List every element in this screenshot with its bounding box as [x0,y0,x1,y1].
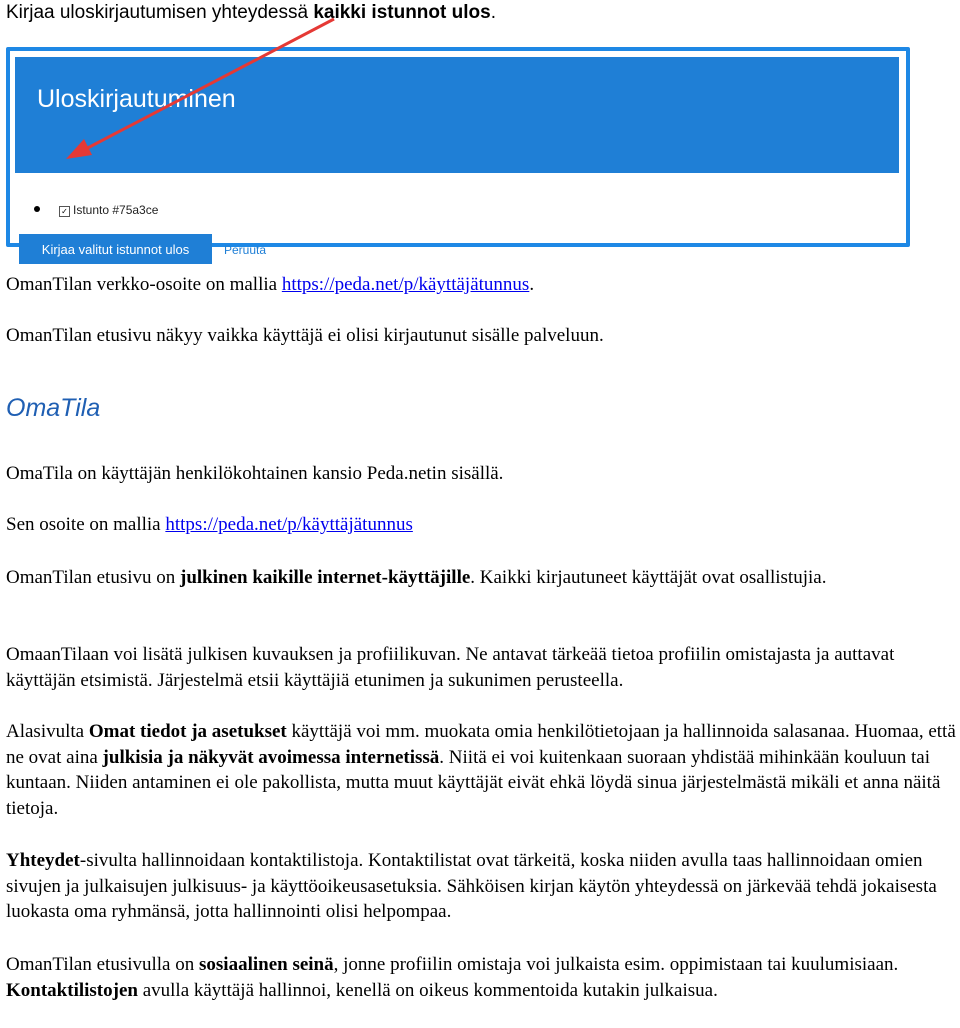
address-line [6,272,534,298]
p6-bold: Yhteydet [6,850,80,871]
cancel-link[interactable]: Peruuta [224,243,267,257]
p3-text-a: OmanTilan etusivu on [6,567,180,588]
logout-selected-button[interactable]: Kirjaa valitut istunnot ulos [19,234,212,264]
address-link[interactable]: https://peda.net/p/käyttäjätunnus [281,274,530,295]
p5-text-c: . Niitä ei voi kuitenkaan suoraan yhdistää mihinkään kouluun tai kuntaan. Niiden antaminen ei ole pakollista, mutta muut käyttäjät eivät ehkä löydä sinua järjestelmästä mikäli et anna näitä tietoja. [6,746,941,819]
paragraph-6 [6,848,956,925]
p5-bold-1: Omat tiedot ja asetukset [88,721,287,742]
p2-link[interactable]: https://peda.net/p/käyttäjätunnus [165,514,413,535]
red-arrow-icon [0,0,960,260]
intro-bold: kaikki istunnot ulos [313,2,491,23]
p7-bold-2: Kontaktilistojen [6,979,138,1001]
paragraph-5 [6,719,956,821]
p3-bold: julkinen kaikille internet-käyttäjille [180,567,471,588]
intro-end: . [490,2,496,23]
address-text: OmanTilan verkko-osoite on mallia [6,274,282,295]
paragraph-2 [6,512,413,538]
screenshot-title: Uloskirjautuminen [37,85,236,113]
omatila-heading: OmaTila [6,394,101,422]
p7-text-a: OmanTilan etusivulla on [6,954,199,975]
p5-bold-2: julkisia ja näkyvät avoimessa internetissä [102,746,440,768]
p2-text: Sen osoite on mallia [6,514,166,535]
address-end: . [529,274,535,295]
intro-text: Kirjaa uloskirjautumisen yhteydessä [6,2,314,23]
front-page-line: OmanTilan etusivu näkyy vaikka käyttäjä ei olisi kirjautunut sisälle palveluun. [6,325,604,346]
p5-text-a: Alasivulta [6,721,89,742]
p7-text-b: , jonne profiilin omistaja voi julkaista esim. oppimistaan tai kuulumisiaan. [333,954,899,975]
paragraph-3 [6,565,956,591]
p7-bold-1: sosiaalinen seinä [199,954,334,975]
session-label: Istunto #75a3ce [73,203,159,217]
p6-text: -sivulta hallinnoidaan kontaktilistoja. Kontaktilistat ovat tärkeitä, koska niiden avulla taas hallinnoidaan omien sivujen ja julkaisujen julkisuus- ja käyttöoikeusasetuksia. Sähköisen kirjan käytön yhteydessä on järkevää tehdä jokaisesta luokasta oma ryhmänsä, jotta hallinnointi olisi helpompaa. [6,850,937,922]
session-checkbox[interactable]: ✓ [59,206,70,217]
paragraph-4: OmaanTilaan voi lisätä julkisen kuvauksen ja profiilikuvan. Ne antavat tärkeää tietoa profiilin omistajasta ja auttavat käyttäjän etsimistä. Järjestelmä etsii käyttäjiä etunimen ja sukunimen perusteella. [6,644,895,691]
paragraph-1: OmaTila on käyttäjän henkilökohtainen kansio Peda.netin sisällä. [6,463,504,484]
p5-text-b: käyttäjä voi mm. muokata omia henkilötietojaan ja hallinnoida salasanaa. Huomaa, että ne ovat aina [6,721,956,768]
paragraph-7 [6,952,956,1003]
p7-text-c: avulla käyttäjä hallinnoi, kenellä on oikeus kommentoida kutakin julkaisua. [137,979,718,1001]
p3-text-b: . Kaikki kirjautuneet käyttäjät ovat osallistujia. [470,567,827,588]
